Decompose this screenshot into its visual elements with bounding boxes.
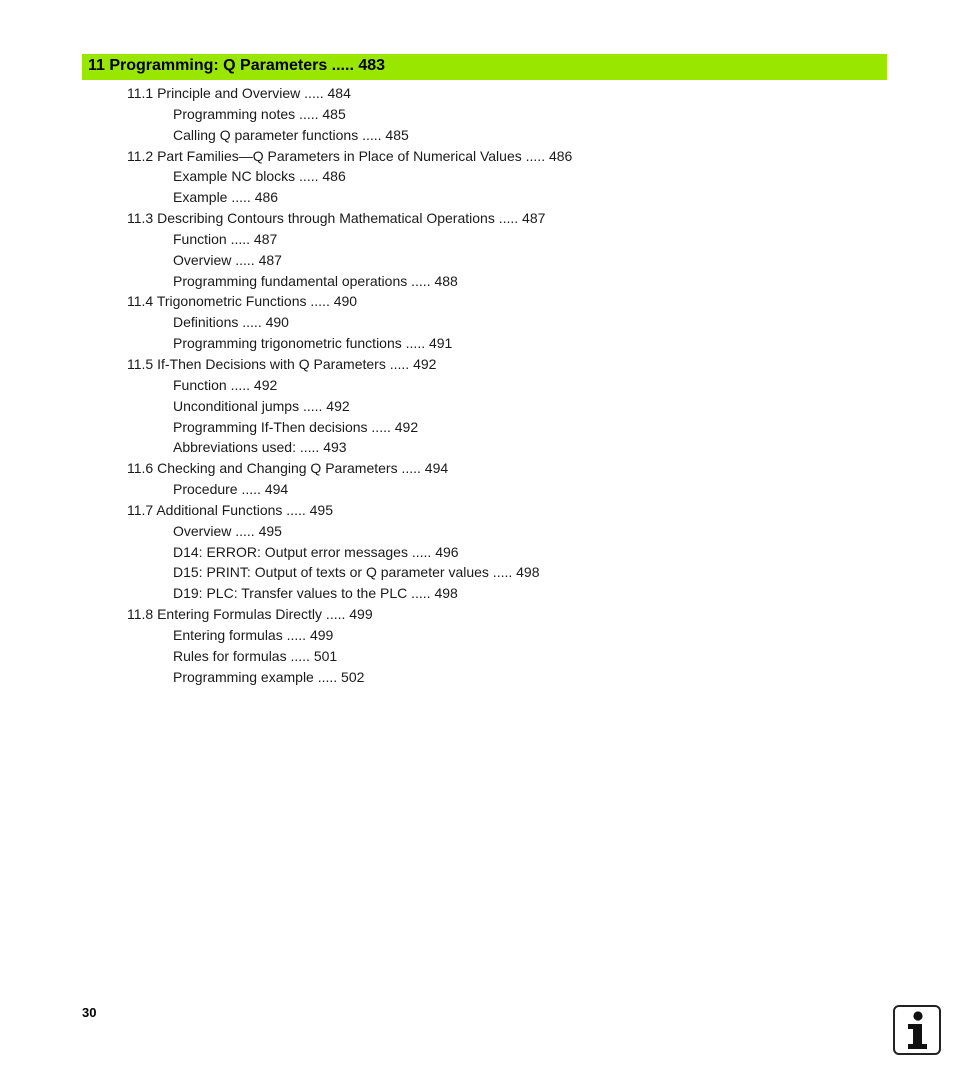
- toc-subsection-entry[interactable]: Example NC blocks ..... 486: [173, 168, 346, 185]
- toc-section-entry[interactable]: 11.4 Trigonometric Functions ..... 490: [127, 293, 358, 310]
- toc-subsection-entry[interactable]: D19: PLC: Transfer values to the PLC ..... 498: [173, 585, 458, 602]
- toc-subsection-entry[interactable]: D15: PRINT: Output of texts or Q parameter values ..... 498: [173, 564, 540, 581]
- toc-section-entry[interactable]: 11.7 Additional Functions ..... 495: [127, 501, 333, 518]
- toc-section-entry[interactable]: 11.2 Part Families—Q Parameters in Place of Numerical Values ..... 486: [127, 147, 573, 164]
- toc-subsection-entry[interactable]: Programming example ..... 502: [173, 668, 365, 685]
- chapter-title[interactable]: 11 Programming: Q Parameters ..... 483: [88, 57, 386, 74]
- toc-subsection-entry[interactable]: Procedure ..... 494: [173, 481, 289, 498]
- page-number: 30: [82, 1005, 97, 1020]
- toc-subsection-entry[interactable]: Example ..... 486: [173, 189, 279, 206]
- toc-section-entry[interactable]: 11.8 Entering Formulas Directly ..... 499: [127, 606, 373, 623]
- toc-section-entry[interactable]: 11.6 Checking and Changing Q Parameters ..... 494: [127, 460, 449, 477]
- toc-subsection-entry[interactable]: Calling Q parameter functions ..... 485: [173, 126, 409, 143]
- toc-subsection-entry[interactable]: Rules for formulas ..... 501: [173, 647, 338, 664]
- info-icon: [893, 1005, 941, 1055]
- toc-subsection-entry[interactable]: Definitions ..... 490: [173, 314, 289, 331]
- toc-subsection-entry[interactable]: Abbreviations used: ..... 493: [173, 439, 347, 456]
- toc-subsection-entry[interactable]: Programming trigonometric functions ..... 491: [173, 335, 453, 352]
- toc-section-entry[interactable]: 11.5 If-Then Decisions with Q Parameters ..... 492: [127, 355, 437, 372]
- toc-section-entry[interactable]: 11.3 Describing Contours through Mathematical Operations ..... 487: [127, 210, 546, 227]
- toc-section-entry[interactable]: 11.1 Principle and Overview ..... 484: [127, 85, 351, 101]
- toc-subsection-entry[interactable]: Programming If-Then decisions ..... 492: [173, 418, 419, 435]
- toc-subsection-entry[interactable]: Function ..... 487: [173, 230, 278, 247]
- table-of-contents: [0, 83, 954, 687]
- toc-subsection-entry[interactable]: Overview ..... 487: [173, 251, 282, 268]
- toc-subsection-entry[interactable]: Function ..... 492: [173, 376, 278, 393]
- toc-subsection-entry[interactable]: Unconditional jumps ..... 492: [173, 397, 350, 414]
- toc-subsection-entry[interactable]: Overview ..... 495: [173, 522, 282, 539]
- toc-subsection-entry[interactable]: Programming fundamental operations ..... 488: [173, 272, 458, 289]
- toc-subsection-entry[interactable]: Entering formulas ..... 499: [173, 626, 334, 643]
- chapter-heading-bar: [82, 54, 887, 80]
- toc-subsection-entry[interactable]: D14: ERROR: Output error messages ..... 496: [173, 543, 459, 560]
- toc-subsection-entry[interactable]: Programming notes ..... 485: [173, 105, 346, 122]
